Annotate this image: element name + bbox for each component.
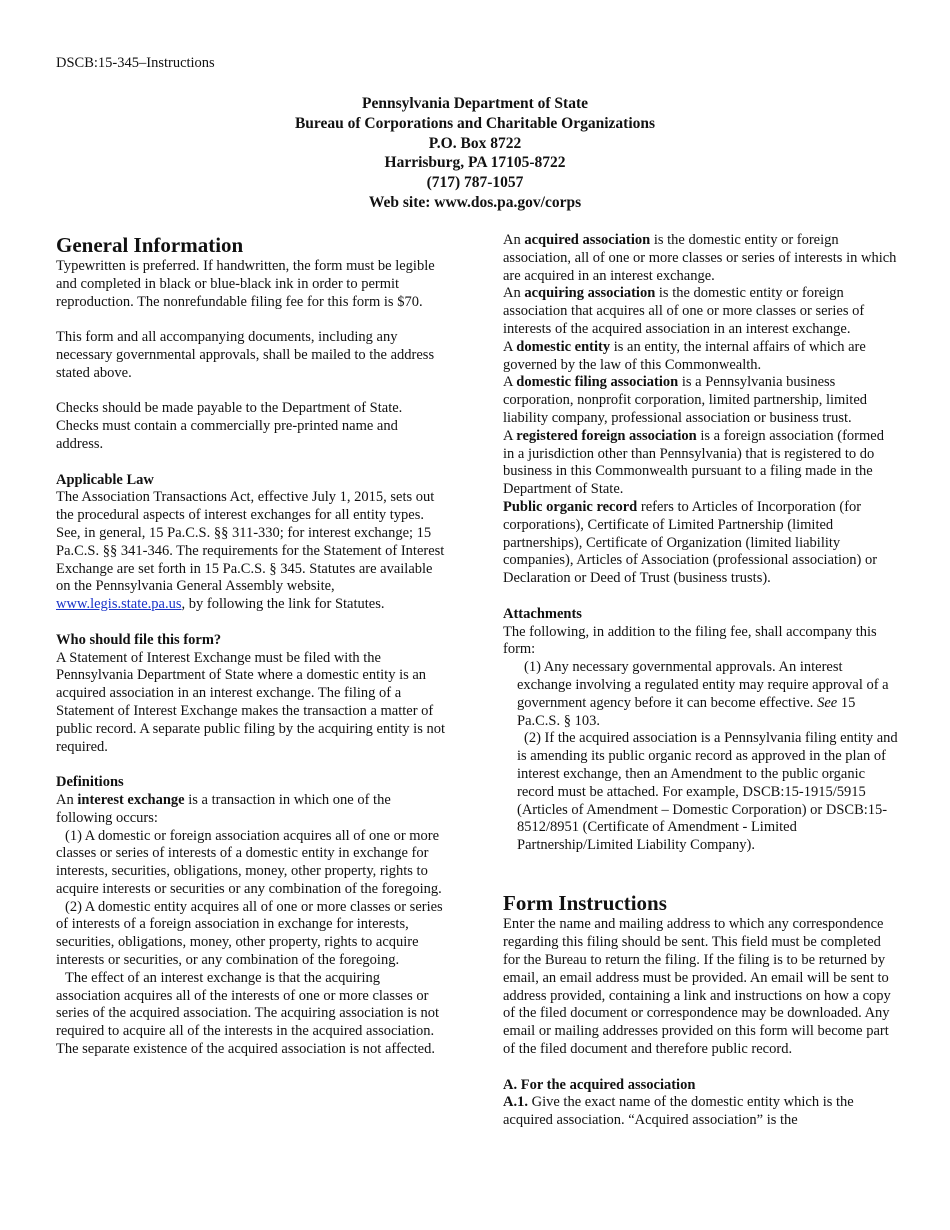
applicable-law-heading: Applicable Law xyxy=(56,471,154,488)
definition-public-organic-record: Public organic record refers to Articles of Incorporation (for corporations), Certificate of Limited Partnership (limited partnerships), Certificate of Organization (limited liability companies), Articles of Association (professional association) or Declaration or Deed of Trust (business trusts). xyxy=(503,498,878,587)
definitions-heading: Definitions xyxy=(56,774,124,791)
agency-header xyxy=(0,94,950,213)
attachment-item-1: (1) Any necessary governmental approvals. An interest exchange involving a regulated entity may require approval of a government agency before it can become effective. See 15 Pa.C.S. § 103. xyxy=(517,659,889,729)
legis-website-link[interactable]: www.legis.state.pa.us xyxy=(56,596,182,613)
who-should-file-paragraph: A Statement of Interest Exchange must be filed with the Pennsylvania Department of State where a domestic entity is an acquired association in an interest exchange. The filing of a Statement of Interest Exchange makes the transaction a matter of public record. A separate public filing by the acquiring entity is not required. xyxy=(56,649,445,755)
definition-registered-foreign-association: A registered foreign association is a foreign association (formed in a jurisdiction other than Pennsylvania) that is registered to do business in this Commonwealth pursuant to a filing made in the Department of State. xyxy=(503,427,884,498)
definition-interest-exchange: An interest exchange is a transaction in which one of the following occurs: xyxy=(56,791,391,826)
document-id: DSCB:15-345–Instructions xyxy=(56,55,215,71)
right-column xyxy=(503,232,898,1130)
form-instructions-paragraph: Enter the name and mailing address to which any correspondence regarding this filing should be sent. This field must be completed for the Bureau to return the filing. If the filing is to be returned by email, an email address must be provided. An email will be sent to address provided, containing a link and instructions on how a copy of the filed document or correspondence may be downloaded. Any email or mailing addresses provided on this form will become part of the filed document and therefore public record. xyxy=(503,916,891,1058)
definition-domestic-entity: A domestic entity is an entity, the internal affairs of which are governed by the law of this Commonwealth. xyxy=(503,338,866,373)
applicable-law-paragraph: The Association Transactions Act, effective July 1, 2015, sets out the procedural aspects of interest exchanges for all entity types. See, in general, 15 Pa.C.S. §§ 311-330; for interest exchange; 15 Pa.C.S. §§ 341-346. The requirements for the Statement of Interest Exchange are set forth in 15 Pa.C.S. § 345. Statutes are available on the Pennsylvania General Assembly website, www.legis.state.pa.us, by following the link for Statutes. xyxy=(56,489,445,613)
definition-item-1: (1) A domestic or foreign association acquires all of one or more classes or series of interests of a domestic entity in exchange for interests, securities, obligations, money, other property, rights to acquire interests or securities or any combination of the foregoing. xyxy=(56,827,442,897)
attachments-list xyxy=(503,659,898,855)
definition-effect: The effect of an interest exchange is that the acquiring association acquires all of the interests of one or more classes or series of the acquired association. The acquiring association is not required to acquire all of the interests in the acquired association. The separate existence of the acquired association is not affected. xyxy=(56,969,440,1058)
form-instructions-heading: Form Instructions xyxy=(503,891,667,916)
header-line-phone: (717) 787-1057 xyxy=(426,174,524,192)
left-column xyxy=(56,232,448,1059)
header-line-bureau: Bureau of Corporations and Charitable Organizations xyxy=(294,114,656,132)
general-paragraph-2: This form and all accompanying documents, including any necessary governmental approvals, shall be mailed to the address stated above. xyxy=(56,329,435,381)
definition-domestic-filing-association: A domestic filing association is a Pennsylvania business corporation, nonprofit corporation, limited partnership, limited liability company, professional association or business trust. xyxy=(503,374,868,426)
section-a-heading: A. For the acquired association xyxy=(503,1076,696,1093)
header-line-department: Pennsylvania Department of State xyxy=(361,95,589,112)
header-line-po-box: P.O. Box 8722 xyxy=(428,134,522,152)
instruction-a1: A.1. Give the exact name of the domestic entity which is the acquired association. “Acquired association” is the xyxy=(503,1094,854,1129)
header-line-website: Web site: www.dos.pa.gov/corps xyxy=(368,193,582,211)
general-information-heading: General Information xyxy=(56,233,244,257)
definition-acquired-association: An acquired association is the domestic entity or foreign association, all of one or more classes or series of interests in which are acquired in an interest exchange. xyxy=(503,232,897,284)
attachments-heading: Attachments xyxy=(503,605,582,622)
definition-item-2: (2) A domestic entity acquires all of one or more classes or series of interests of a foreign association in exchange for interests, securities, obligations, money, other property, rights to acquire interests or securities, or any combination of the foregoing. xyxy=(56,898,443,969)
header-line-city: Harrisburg, PA 17105-8722 xyxy=(384,154,566,172)
general-paragraph-3: Checks should be made payable to the Department of State. Checks must contain a commercially pre-printed name and address. xyxy=(56,400,403,452)
general-paragraph-1: Typewritten is preferred. If handwritten, the form must be legible and completed in black or blue-black ink in order to permit reproduction. The nonrefundable filing fee for this form is $70. xyxy=(56,258,435,310)
definition-acquiring-association: An acquiring association is the domestic entity or foreign association that acquires all of one or more classes or series of interests of the acquired association in an interest exchange. xyxy=(503,285,865,337)
who-should-file-heading: Who should file this form? xyxy=(56,631,222,648)
attachment-item-2: (2) If the acquired association is a Pennsylvania filing entity and is amending its public organic record as approved in the plan of interest exchange, then an Amendment to the public organic record must be attached. For example, DSCB:15-1915/5915 (Articles of Amendment – Domestic Corporation) or DSCB:15-8512/8951 (Certificate of Amendment - Limited Partnership/Limited Liability Company). xyxy=(517,730,898,854)
attachments-intro: The following, in addition to the filing fee, shall accompany this form: xyxy=(503,623,877,658)
